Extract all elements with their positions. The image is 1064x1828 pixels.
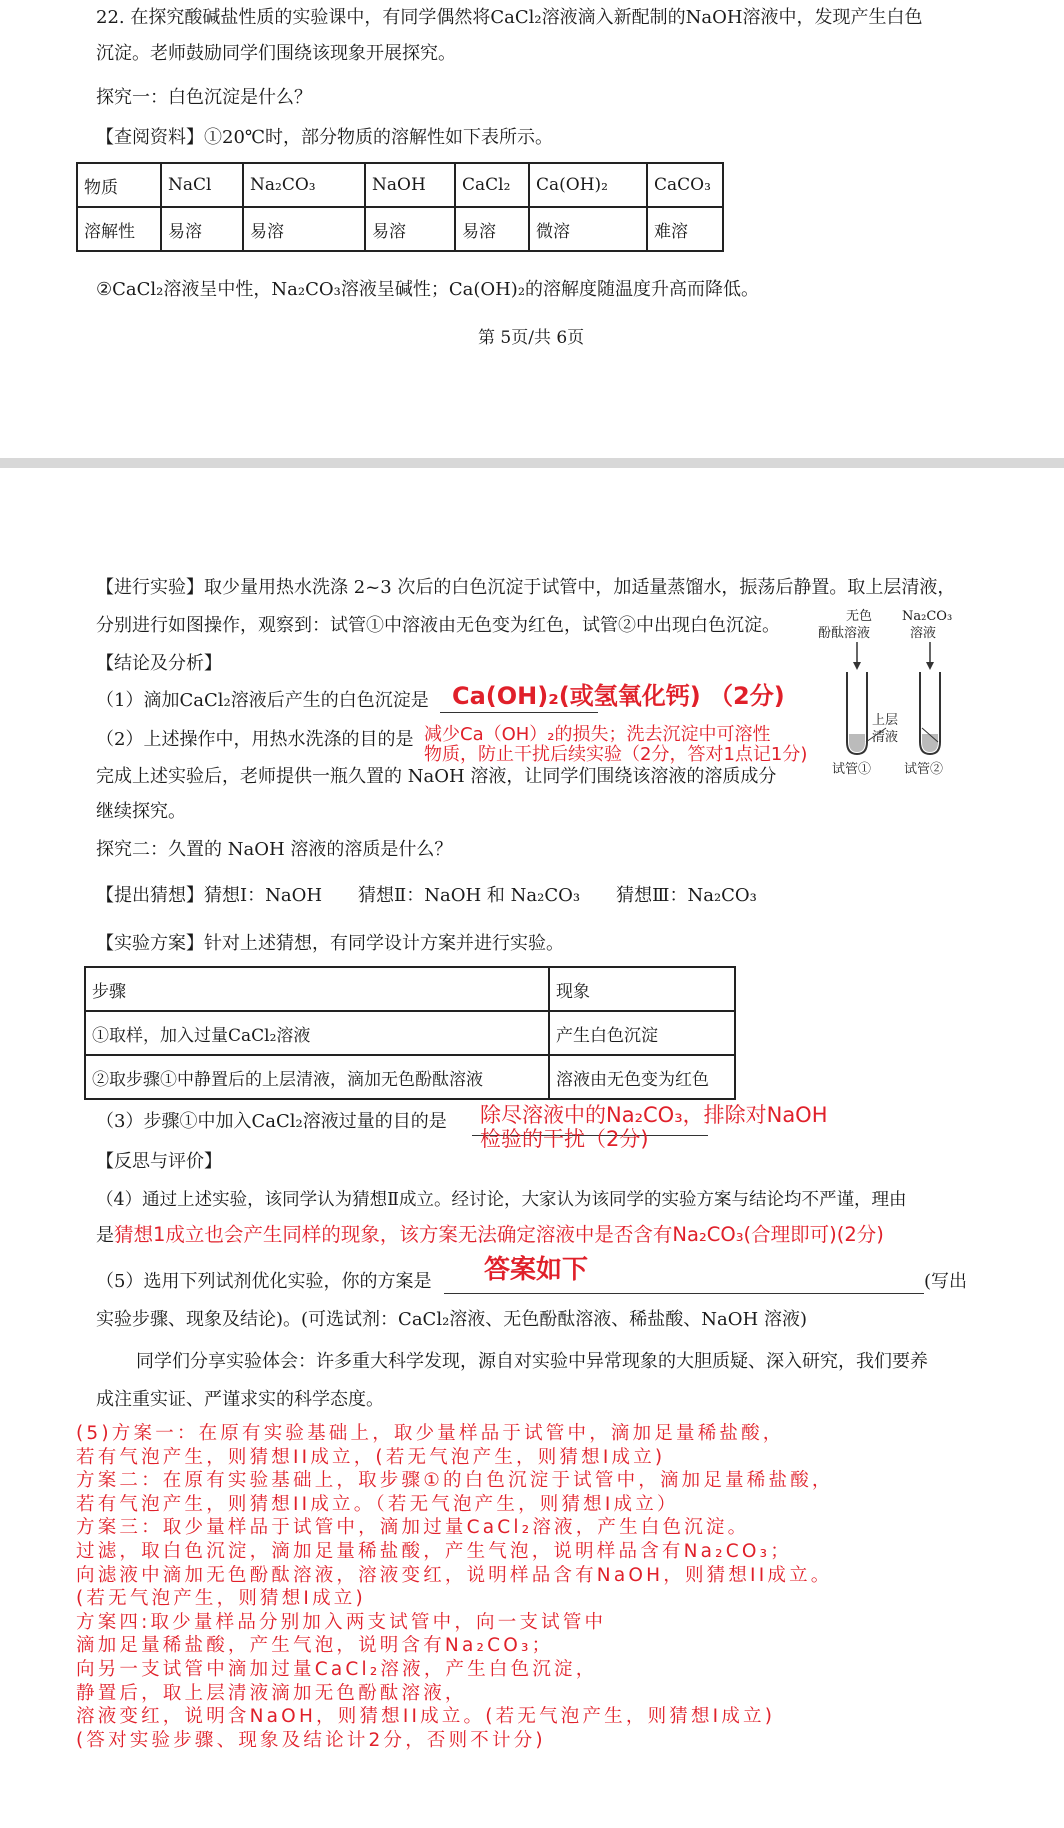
figure-label-upper-2: 清液	[872, 730, 899, 745]
figure-label-tube2: 试管②	[904, 762, 944, 777]
question-1: （1）滴加CaCl₂溶液后产生的白色沉淀是	[96, 690, 429, 711]
table-cell: NaCl	[161, 163, 243, 207]
answer-5-block	[76, 1422, 834, 1752]
hypothesis-line: 【提出猜想】猜想Ⅰ：NaOH 猜想Ⅱ：NaOH 和 Na₂CO₃ 猜想Ⅲ：Na₂CO₃	[96, 885, 757, 906]
explore-two-heading: 探究二：久置的 NaOH 溶液的溶质是什么？	[96, 839, 453, 860]
conclusion-heading: 【结论及分析】	[96, 653, 222, 674]
question-3: （3）步骤①中加入CaCl₂溶液过量的目的是	[96, 1111, 447, 1132]
table-cell: CaCl₂	[455, 163, 529, 207]
answer-5-line: 若有气泡产生，则猜想II成立。（若无气泡产生，则猜想I成立）	[76, 1493, 679, 1515]
question-5-line2: 实验步骤、现象及结论)。(可选试剂：CaCl₂溶液、无色酚酞溶液、稀盐酸、NaOH 溶液)	[96, 1309, 807, 1330]
answer-5-line: (5)方案一：在原有实验基础上，取少量样品于试管中，滴加足量稀盐酸，	[76, 1423, 785, 1444]
table-cell: 产生白色沉淀	[549, 1011, 735, 1055]
tube-drawing	[830, 642, 950, 770]
table-row	[85, 1055, 735, 1099]
answer-5-line: 过滤，取白色沉淀，滴加足量稀盐酸，产生气泡，说明样品含有Na₂CO₃；	[76, 1540, 792, 1562]
page-separator	[0, 458, 1064, 468]
experiment-line1: 【进行实验】取少量用热水洗涤 2~3 次后的白色沉淀于试管中，加适量蒸馏水，振荡后静置。取上层清液，	[96, 577, 956, 598]
table-cell: 步骤	[85, 967, 549, 1011]
table-cell: 物质	[77, 163, 161, 207]
answer-3-line1: 除尽溶液中的Na₂CO₃，排除对NaOH	[480, 1103, 828, 1127]
table-cell: 溶液由无色变为红色	[549, 1055, 735, 1099]
table-cell: 易溶	[243, 207, 365, 251]
figure-label-phenol-2: 酚酞溶液	[818, 626, 871, 641]
reference-heading: 【查阅资料】①20℃时，部分物质的溶解性如下表所示。	[96, 127, 554, 148]
figure-label-na2co3: Na₂CO₃	[902, 609, 953, 624]
reflect-heading: 【反思与评价】	[96, 1151, 222, 1172]
question-2: （2）上述操作中，用热水洗涤的目的是	[96, 729, 414, 750]
share-line2: 成注重实证、严谨求实的科学态度。	[96, 1389, 384, 1410]
answer-5-line: 方案二：在原有实验基础上，取步骤①的白色沉淀于试管中，滴加足量稀盐酸，	[76, 1470, 834, 1492]
plan-heading: 【实验方案】针对上述猜想，有同学设计方案并进行实验。	[96, 933, 564, 954]
answer-5-line: 静置后，取上层清液滴加无色酚酞溶液，	[76, 1682, 467, 1704]
answer-5-underline	[444, 1293, 924, 1294]
question-22-line1: 22. 在探究酸碱盐性质的实验课中，有同学偶然将CaCl₂溶液滴入新配制的NaOH溶液中，发现产生白色	[96, 7, 923, 28]
solubility-value-row	[77, 207, 723, 251]
table-cell: NaOH	[365, 163, 455, 207]
table-cell: CaCO₃	[647, 163, 723, 207]
answer-5-line: (若无气泡产生，则猜想I成立)	[76, 1588, 366, 1610]
solubility-table	[76, 162, 724, 252]
question-22-line2: 沉淀。老师鼓励同学们围绕该现象开展探究。	[96, 43, 456, 64]
after-line1: 完成上述实验后，老师提供一瓶久置的 NaOH 溶液，让同学们围绕该溶液的溶质成分	[96, 766, 777, 787]
answer-3-line2: 检验的干扰（2分)	[480, 1127, 649, 1151]
answer-5-line: (答对实验步骤、现象及结论计2分，否则不计分)	[76, 1729, 546, 1751]
table-row	[85, 1011, 735, 1055]
answer-5-line: 方案四:取少量样品分别加入两支试管中，向一支试管中	[76, 1611, 607, 1633]
table-cell: 难溶	[647, 207, 723, 251]
answer-4: 猜想1成立也会产生同样的现象，该方案无法确定溶液中是否含有Na₂CO₃(合理即可)(2分)	[114, 1223, 884, 1246]
page-number: 第 5页/共 6页	[478, 328, 585, 348]
figure-label-tube1: 试管①	[832, 762, 872, 777]
answer-2-line1: 减少Ca（OH）₂的损失；洗去沉淀中可溶性	[424, 724, 771, 745]
table-cell: 现象	[549, 967, 735, 1011]
question-5: （5）选用下列试剂优化实验，你的方案是	[96, 1271, 432, 1292]
question-4-prefix: 是	[96, 1225, 114, 1246]
answer-1: Ca(OH)₂(或氢氧化钙) （2分)	[452, 682, 785, 710]
answer-5-line: 若有气泡产生，则猜想II成立，(若无气泡产生，则猜想I成立)	[76, 1446, 666, 1468]
answer-5-line: 方案三：取少量样品于试管中，滴加过量CaCl₂溶液，产生白色沉淀。	[76, 1517, 750, 1539]
question-5-tail: (写出	[924, 1271, 968, 1292]
answer-5-line: 向另一支试管中滴加过量CaCl₂溶液，产生白色沉淀，	[76, 1658, 598, 1680]
experiment-line2: 分别进行如图操作，观察到：试管①中溶液由无色变为红色，试管②中出现白色沉淀。	[96, 615, 780, 636]
figure-label-phenol: 无色	[845, 609, 872, 624]
table-cell: 易溶	[455, 207, 529, 251]
table-cell: 易溶	[365, 207, 455, 251]
share-line1: 同学们分享实验体会：许多重大科学发现，源自对实验中异常现象的大胆质疑、深入研究，我们要养	[136, 1351, 928, 1372]
question-4: （4）通过上述实验，该同学认为猜想Ⅱ成立。经讨论，大家认为该同学的实验方案与结论均不严谨，理由	[96, 1190, 907, 1210]
table-cell: 易溶	[161, 207, 243, 251]
plan-header-row	[85, 967, 735, 1011]
answer-5-line: 向滤液中滴加无色酚酞溶液，溶液变红，说明样品含有NaOH，则猜想II成立。	[76, 1564, 833, 1586]
solubility-header-row	[77, 163, 723, 207]
answer-5-pointer: 答案如下	[484, 1255, 589, 1285]
after-line2: 继续探究。	[96, 801, 186, 822]
table-cell: ①取样，加入过量CaCl₂溶液	[85, 1011, 549, 1055]
answer-2-line2: 物质，防止干扰后续实验（2分，答对1点记1分)	[424, 744, 808, 765]
table-cell: 溶解性	[77, 207, 161, 251]
table-cell: 微溶	[529, 207, 647, 251]
reference-note-2: ②CaCl₂溶液呈中性，Na₂CO₃溶液呈碱性；Ca(OH)₂的溶解度随温度升高而降低。	[96, 279, 760, 300]
table-cell: Na₂CO₃	[243, 163, 365, 207]
figure-label-upper: 上层	[872, 713, 899, 728]
answer-5-line: 溶液变红，说明含NaOH，则猜想II成立。(若无气泡产生，则猜想I成立)	[76, 1706, 776, 1728]
answer-1-underline	[440, 712, 598, 713]
explore-one-heading: 探究一：白色沉淀是什么？	[96, 87, 312, 108]
table-cell: ②取步骤①中静置后的上层清液，滴加无色酚酞溶液	[85, 1055, 549, 1099]
answer-5-line: 滴加足量稀盐酸，产生气泡，说明含有Na₂CO₃；	[76, 1635, 554, 1657]
plan-table	[84, 966, 736, 1100]
figure-label-na2co3-2: 溶液	[910, 626, 937, 641]
table-cell: Ca(OH)₂	[529, 163, 647, 207]
